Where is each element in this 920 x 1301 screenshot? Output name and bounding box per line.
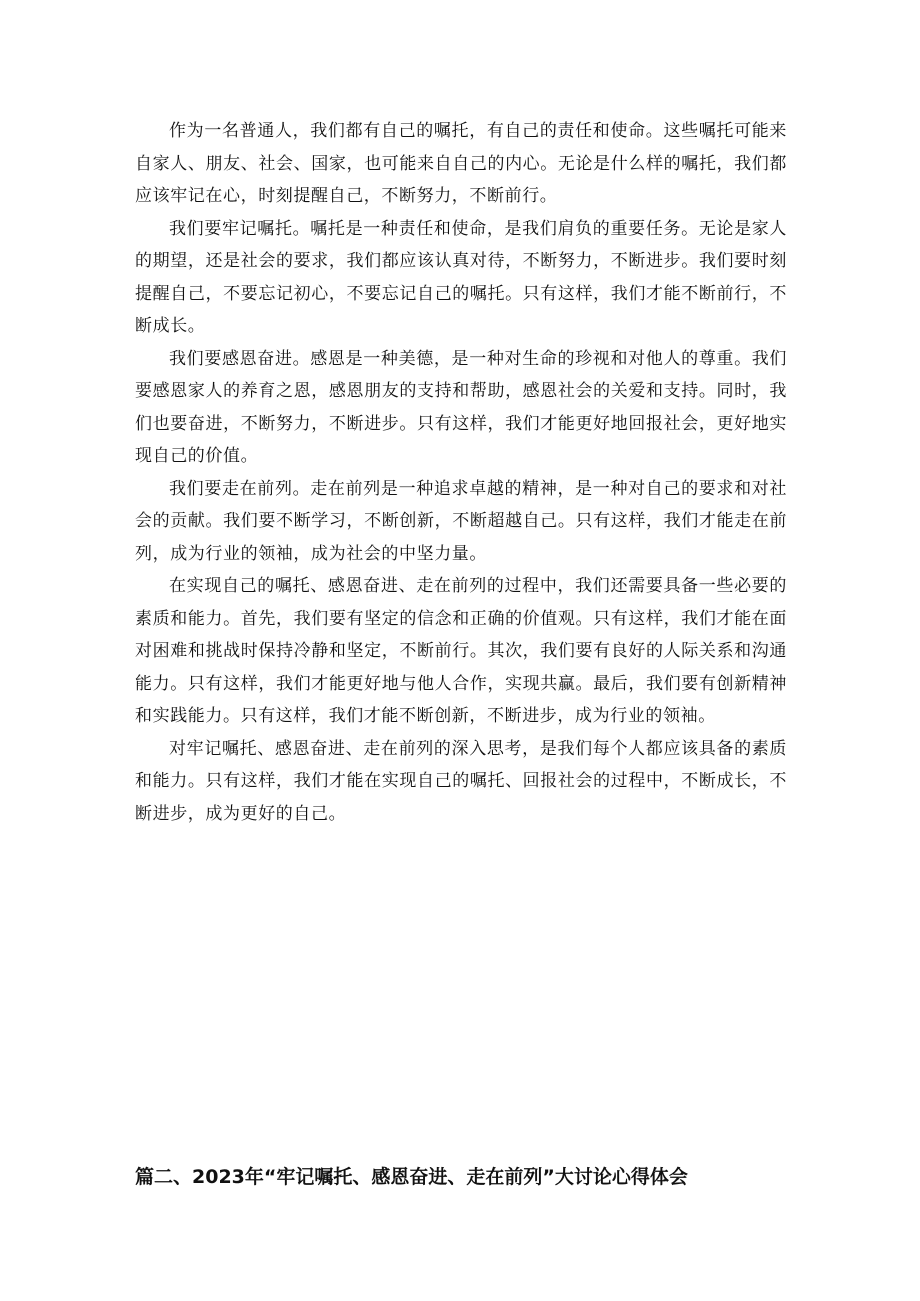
paragraph-6: 对牢记嘱托、感恩奋进、走在前列的深入思考，是我们每个人都应该具备的素质和能力。只有这样，我们才能在实现自己的嘱托、回报社会的过程中，不断成长，不断进步，成为更好的自己。 — [135, 738, 787, 824]
document-body — [135, 115, 787, 830]
paragraph-1: 作为一名普通人，我们都有自己的嘱托，有自己的责任和使命。这些嘱托可能来自家人、朋友、社会、国家，也可能来自自己的内心。无论是什么样的嘱托，我们都应该牢记在心，时刻提醒自己，不断努力，不断前行。 — [135, 121, 787, 206]
paragraph-2: 我们要牢记嘱托。嘱托是一种责任和使命，是我们肩负的重要任务。无论是家人的期望，还是社会的要求，我们都应该认真对待，不断努力，不断进步。我们要时刻提醒自己，不要忘记初心，不要忘记自己的嘱托。只有这样，我们才能不断前行，不断成长。 — [135, 218, 787, 336]
paragraph-5: 在实现自己的嘱托、感恩奋进、走在前列的过程中，我们还需要具备一些必要的素质和能力。首先，我们要有坚定的信念和正确的价值观。只有这样，我们才能在面对困难和挑战时保持冷静和坚定，不断前行。其次，我们要有良好的人际关系和沟通能力。只有这样，我们才能更好地与他人合作，实现共赢。最后，我们要有创新精神和实践能力。只有这样，我们才能不断创新，不断进步，成为行业的领袖。 — [135, 576, 787, 726]
paragraph-4: 我们要走在前列。走在前列是一种追求卓越的精神，是一种对自己的要求和对社会的贡献。我们要不断学习，不断创新，不断超越自己。只有这样，我们才能走在前列，成为行业的领袖，成为社会的中坚力量。 — [135, 478, 787, 564]
paragraph-3: 我们要感恩奋进。感恩是一种美德，是一种对生命的珍视和对他人的尊重。我们要感恩家人的养育之恩，感恩朋友的支持和帮助，感恩社会的关爱和支持。同时，我们也要奋进，不断努力，不断进步。只有这样，我们才能更好地回报社会，更好地实现自己的价值。 — [135, 348, 787, 466]
section-heading: 篇二、2023年“牢记嘱托、感恩奋进、走在前列”大讨论心得体会 — [135, 1166, 688, 1188]
